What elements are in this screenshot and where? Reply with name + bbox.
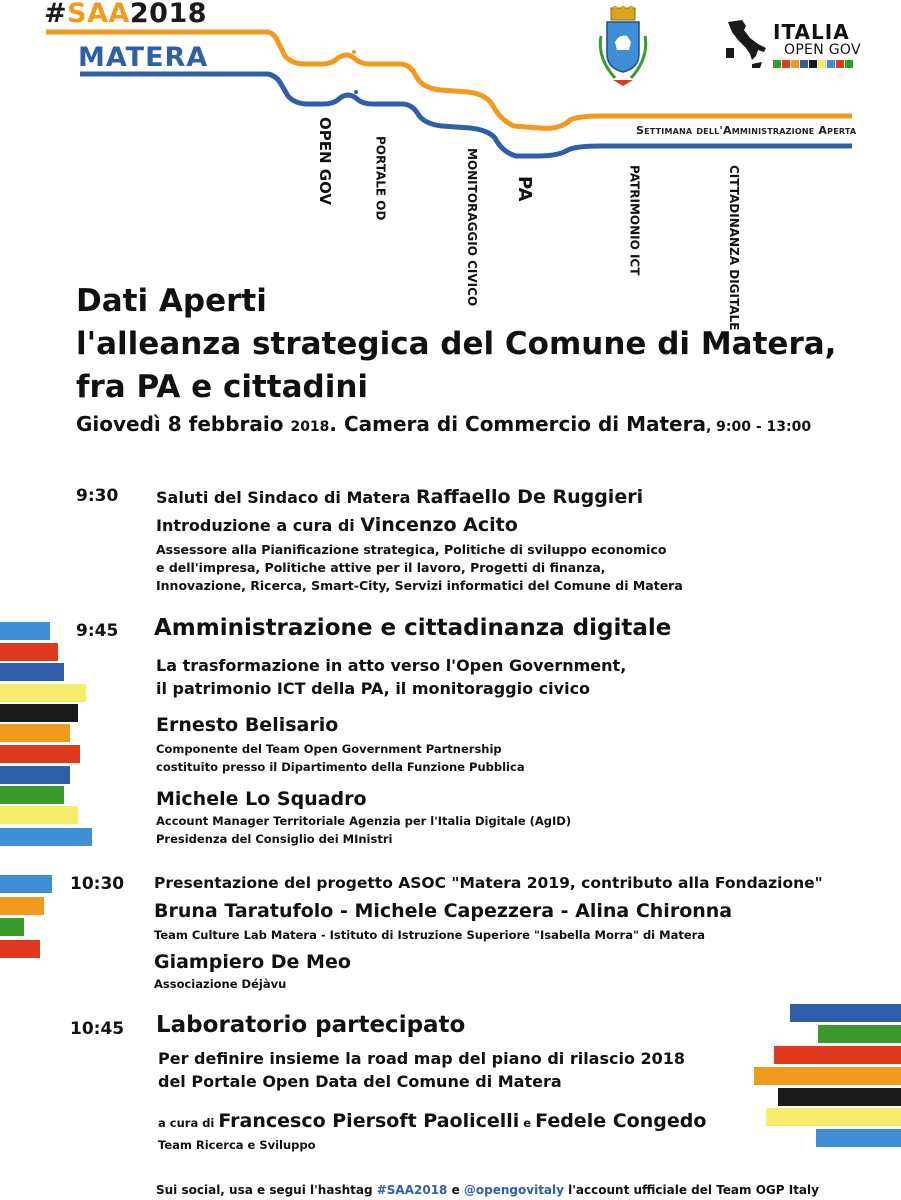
session-4-by-prefix: a cura di: [158, 1116, 219, 1130]
event-hashtag: [44, 0, 207, 29]
session-1-description: [156, 541, 683, 595]
session-2-speaker-1-desc: [156, 740, 525, 776]
title-line-1: Dati Aperti: [76, 283, 267, 319]
session-1-desc-2: e dell'impresa, Politiche attive per il lavoro, Progetti di finanza,: [156, 560, 606, 575]
session-1-speaker-name: Raffaello De Ruggieri: [415, 486, 644, 508]
session-3-title: Presentazione del progetto ASOC "Matera 2019, contributo alla Fondazione": [154, 874, 823, 892]
city-label: MATERA: [78, 42, 209, 73]
footer-hashtag[interactable]: #SAA2018: [376, 1183, 448, 1197]
topic-open-gov: OPEN GOV: [315, 117, 334, 206]
tagline: Settimana dell'Amministrazione Aperta: [636, 124, 857, 137]
topic-portale-od: PORTALE OD: [373, 136, 388, 221]
session-4-time: 10:45: [70, 1019, 125, 1039]
date-line: [76, 412, 811, 436]
session-3-speaker: Giampiero De Meo: [154, 951, 351, 973]
session-4-title: Laboratorio partecipato: [156, 1012, 466, 1038]
logo-subtitle: OPEN GOV: [784, 42, 861, 58]
topic-pa: PA: [513, 176, 535, 202]
topic-monitoraggio-civico: MONITORAGGIO CIVICO: [465, 148, 479, 307]
session-2-speaker-2: Michele Lo Squadro: [156, 788, 367, 810]
session-4-subtitle-2: del Portale Open Data del Comune di Matera: [158, 1072, 562, 1091]
city-crest-icon: [593, 6, 653, 88]
event-title: [76, 280, 836, 409]
title-line-2: l'alleanza strategica del Comune di Matera,: [76, 326, 837, 362]
date-place: . Camera di Commercio di Matera: [329, 412, 706, 436]
session-1-line-1: [156, 486, 643, 508]
hashtag-prefix: #: [44, 0, 68, 29]
session-4-curator-2: Fedele Congedo: [535, 1110, 707, 1132]
session-1-time: 9:30: [76, 486, 119, 506]
session-2-speaker-2-desc-1: Account Manager Territoriale Agenzia per l'Italia Digitale (AgID): [156, 814, 572, 828]
hashtag-year: 2018: [129, 0, 208, 29]
session-3-speaker-desc: Associazione Déjàvu: [154, 977, 287, 991]
session-2-speaker-1: Ernesto Belisario: [156, 714, 339, 736]
session-3-time: 10:30: [70, 874, 125, 894]
footer-handle[interactable]: @opengovitaly: [463, 1183, 564, 1197]
session-1-line-2: [156, 514, 518, 536]
session-1-desc-3: Innovazione, Ricerca, Smart-City, Servizi informatici del Comune di Matera: [156, 578, 683, 593]
session-2-speaker-1-desc-1: Componente del Team Open Government Partnership: [156, 742, 502, 756]
session-4-subtitle: [158, 1047, 685, 1093]
session-1-intro-name: Vincenzo Acito: [360, 514, 518, 536]
date-day: Giovedì 8 febbraio: [76, 412, 291, 436]
session-1-desc-1: Assessore alla Pianificazione strategica, Politiche di sviluppo economico: [156, 542, 667, 557]
session-2-speaker-2-desc-2: Presidenza del Consiglio dei MInistri: [156, 832, 393, 846]
italy-map-icon: [722, 18, 770, 70]
session-4-curated-by: [158, 1110, 706, 1132]
footer-social: [156, 1183, 819, 1197]
footer-mid: e: [447, 1183, 464, 1197]
session-2-time: 9:45: [76, 621, 119, 641]
session-2-subtitle: [156, 654, 626, 700]
session-4-team: Team Ricerca e Sviluppo: [158, 1138, 316, 1152]
session-4-by-and: e: [519, 1116, 536, 1130]
date-year: 2018: [290, 419, 330, 435]
session-1-line-1-prefix: Saluti del Sindaco di Matera: [156, 488, 416, 507]
session-3-names-desc: Team Culture Lab Matera - Istituto di Istruzione Superiore "Isabella Morra" di Matera: [154, 928, 706, 942]
session-1-line-2-prefix: Introduzione a cura di: [156, 516, 361, 535]
logo-title: ITALIA: [773, 20, 850, 44]
logo-color-bars: [773, 60, 853, 68]
session-2-speaker-2-desc: [156, 812, 571, 848]
session-3-names: Bruna Taratufolo - Michele Capezzera - Alina Chironna: [154, 900, 733, 922]
date-hours: , 9:00 - 13:00: [705, 419, 812, 435]
session-4-curator-1: Francesco Piersoft Paolicelli: [218, 1110, 520, 1132]
session-2-subtitle-1: La trasformazione in atto verso l'Open Government,: [156, 656, 627, 675]
topic-patrimonio-ict: PATRIMONIO ICT: [627, 165, 642, 276]
session-2-title: Amministrazione e cittadinanza digitale: [154, 615, 672, 641]
session-2-subtitle-2: il patrimonio ICT della PA, il monitoraggio civico: [156, 679, 591, 698]
session-2-speaker-1-desc-2: costituito presso il Dipartimento della Funzione Pubblica: [156, 760, 525, 774]
session-4-subtitle-1: Per definire insieme la road map del piano di rilascio 2018: [158, 1049, 686, 1068]
title-line-3: fra PA e cittadini: [76, 369, 369, 405]
hashtag-highlight: SAA: [67, 0, 130, 29]
footer-suffix: l'account ufficiale del Team OGP Italy: [563, 1183, 819, 1197]
topic-cittadinanza-digitale: CITTADINANZA DIGITALE: [727, 165, 741, 331]
footer-prefix: Sui social, usa e segui l'hashtag: [156, 1183, 377, 1197]
